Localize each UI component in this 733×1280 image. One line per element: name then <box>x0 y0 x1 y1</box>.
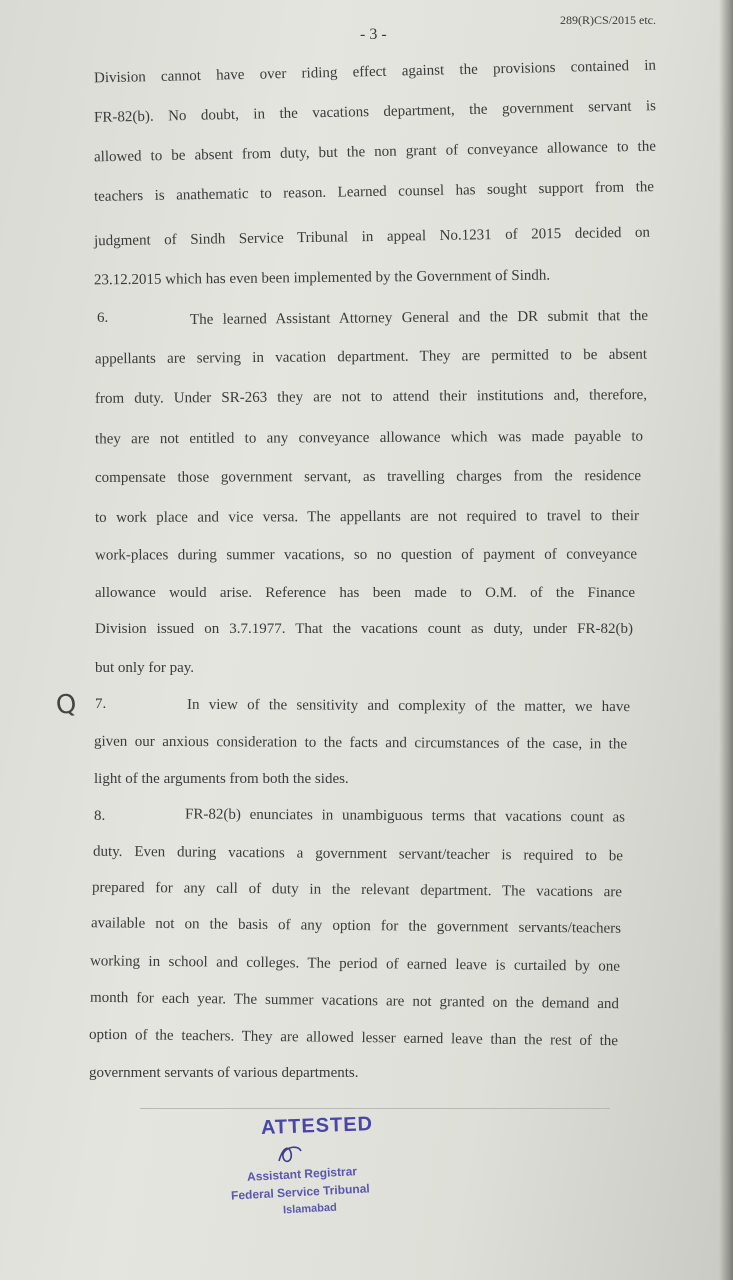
text-line: judgment of Sindh Service Tribunal in appeal No.1231 of 2015 decided on <box>93 224 651 250</box>
page-edge-shadow <box>719 0 733 1280</box>
handwritten-margin-mark: Q <box>54 688 79 722</box>
stamp-title: ATTESTED <box>260 1113 374 1139</box>
text-line: FR-82(b). No doubt, in the vacations department, the government servant is <box>93 98 657 126</box>
divider-line <box>140 1108 610 1109</box>
attested-stamp <box>225 1115 425 1225</box>
text-line: given our anxious consideration to the facts and circumstances of the case, in the <box>93 733 628 753</box>
text-line: Division cannot have over riding effect against the provisions contained in <box>93 57 657 87</box>
text-line: prepared for any call of duty in the relevant department. The vacations are <box>91 879 623 901</box>
text-line: government servants of various departments. <box>89 1065 359 1081</box>
stamp-line-city: Islamabad <box>282 1201 338 1217</box>
text-line: light of the arguments from both the sides. <box>94 771 349 787</box>
text-line: teachers is anathematic to reason. Learned counsel has sought support from the <box>93 179 655 205</box>
signature-icon <box>275 1139 305 1169</box>
paragraph-number: 6. <box>97 310 109 326</box>
text-line: In view of the sensitivity and complexity of the matter, we have <box>186 696 631 716</box>
case-reference: 289(R)CS/2015 etc. <box>560 13 656 27</box>
text-line: The learned Assistant Attorney General and the DR submit that the <box>189 308 649 328</box>
text-line: working in school and colleges. The period of earned leave is curtailed by one <box>89 953 621 975</box>
text-line: work-places during summer vacations, so no question of payment of conveyance <box>94 546 638 564</box>
text-line: available not on the basis of any option for the government servants/teachers <box>90 915 622 937</box>
text-line: Division issued on 3.7.1977. That the vacations count as duty, under FR-82(b) <box>95 621 633 637</box>
stamp-line-tribunal: Federal Service Tribunal <box>230 1181 371 1203</box>
text-line: allowance would arise. Reference has been made to O.M. of the Finance <box>95 585 635 601</box>
text-line: to work place and vice versa. The appellants are not required to travel to their <box>94 508 640 526</box>
text-line: option of the teachers. They are allowed lesser earned leave than the rest of the <box>88 1026 619 1050</box>
text-line: compensate those government servant, as travelling charges from the residence <box>94 468 642 486</box>
text-line: they are not entitled to any conveyance allowance which was made payable to <box>94 428 644 448</box>
text-line: duty. Even during vacations a government servant/teacher is required to be <box>92 843 624 865</box>
text-line: FR-82(b) enunciates in unambiguous terms that vacations count as <box>184 806 626 826</box>
text-line: allowed to be absent from duty, but the non grant of conveyance allowance to the <box>93 138 657 166</box>
text-line: but only for pay. <box>95 660 195 676</box>
stamp-line-registrar: Assistant Registrar <box>246 1164 358 1184</box>
page-number: - 3 - <box>360 26 387 43</box>
text-line: month for each year. The summer vacations are not granted on the demand and <box>89 989 620 1013</box>
text-line: from duty. Under SR-263 they are not to attend their institutions and, therefore, <box>94 387 648 407</box>
paragraph-number: 8. <box>94 808 106 824</box>
text-line: 23.12.2015 which has even been implemented by the Government of Sindh. <box>93 267 551 289</box>
text-line: appellants are serving in vacation department. They are permitted to be absent <box>94 346 648 368</box>
paragraph-number: 7. <box>95 696 107 712</box>
